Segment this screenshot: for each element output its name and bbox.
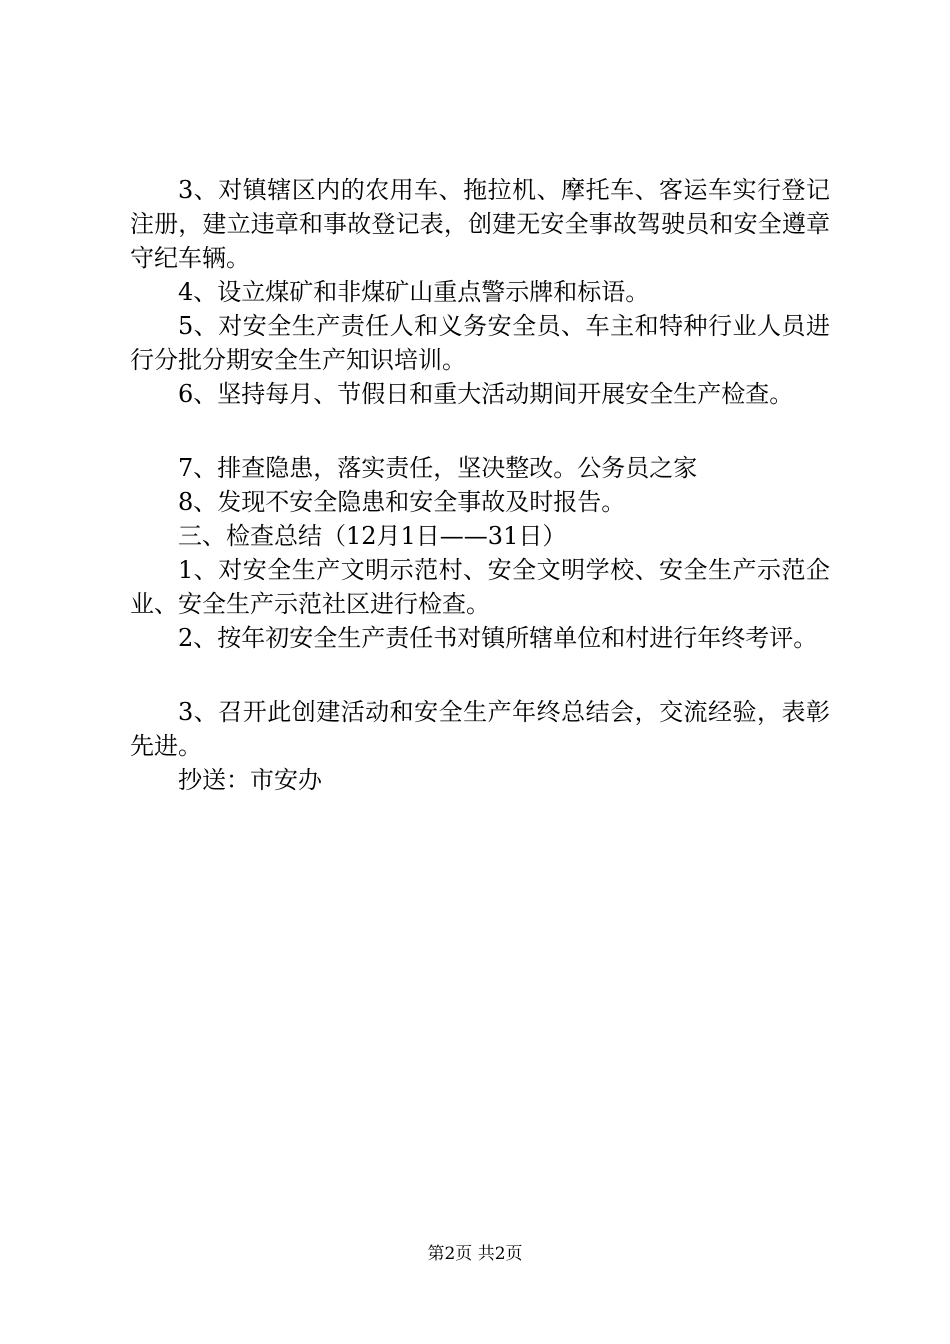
section-heading-inspection-summary: 三、检查总结（12月1日——31日） [178,522,567,550]
cc-line: 抄送：市安办 [178,766,322,794]
paragraph-item-6: 6、坚持每月、节假日和重大活动期间开展安全生产检查。 [178,380,794,408]
paragraph-spacer [130,655,830,695]
paragraph-spacer [130,411,830,451]
page-number-footer: 第2页 共2页 [427,1244,523,1264]
paragraph-item-8: 8、发现不安全隐患和安全事故及时报告。 [178,488,626,516]
document-body [130,173,830,797]
paragraph-item-5: 5、对安全生产责任人和义务安全员、车主和特种行业人员进行分批分期安全生产知识培训。 [130,312,830,374]
summary-item-2: 2、按年初安全生产责任书对镇所辖单位和村进行年终考评。 [178,624,818,652]
paragraph-item-7: 7、排查隐患，落实责任，坚决整改。公务员之家 [178,454,698,482]
summary-item-1: 1、对安全生产文明示范村、安全文明学校、安全生产示范企业、安全生产示范社区进行检查。 [130,556,830,618]
paragraph-item-4: 4、设立煤矿和非煤矿山重点警示牌和标语。 [178,278,650,306]
summary-item-3: 3、召开此创建活动和安全生产年终总结会，交流经验，表彰先进。 [130,698,830,760]
paragraph-item-3: 3、对镇辖区内的农用车、拖拉机、摩托车、客运车实行登记注册，建立违章和事故登记表，创建无安全事故驾驶员和安全遵章守纪车辆。 [130,176,830,272]
